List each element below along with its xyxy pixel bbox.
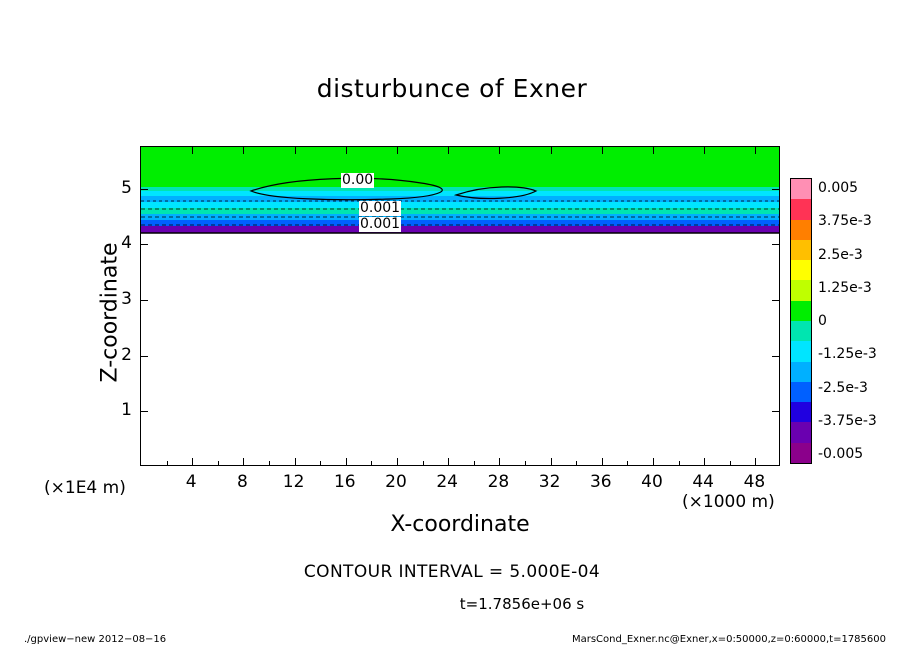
x-tick-label: 48 <box>743 472 766 492</box>
x-tick-top <box>755 147 756 154</box>
y-tick-label: 2 <box>121 344 132 365</box>
x-minor-tick <box>423 461 424 465</box>
contour-label-1: 0.001 <box>360 200 401 216</box>
colorbar-tick-label: -3.75e-3 <box>818 412 877 429</box>
colorbar-cell <box>791 362 811 382</box>
colorbar-cell <box>791 260 811 280</box>
y-tick-right <box>772 411 779 412</box>
x-tick-top <box>551 147 552 154</box>
y-tick-right <box>772 244 779 245</box>
x-tick-label: 40 <box>641 472 663 492</box>
x-tick-label: 32 <box>538 472 561 492</box>
x-tick-top <box>653 147 654 154</box>
contour-label-2: 0.001 <box>360 216 401 232</box>
y-axis-units: (×1E4 m) <box>44 478 126 498</box>
colorbar <box>790 178 812 464</box>
colorbar-cell <box>791 179 811 199</box>
y-tick-label: 3 <box>121 289 132 310</box>
x-tick-label: 8 <box>236 472 248 492</box>
x-tick-label: 12 <box>282 472 305 492</box>
y-tick-label: 4 <box>121 233 132 254</box>
x-minor-tick <box>576 461 577 465</box>
y-tick <box>141 300 148 301</box>
x-minor-tick <box>320 461 321 465</box>
x-tick-label: 16 <box>333 472 356 492</box>
y-tick <box>141 244 148 245</box>
x-tick <box>243 458 244 465</box>
y-tick-right <box>772 300 779 301</box>
time-stamp-text: t=1.7856e+06 s <box>459 595 585 613</box>
y-tick-label: 1 <box>121 400 132 421</box>
x-tick-top <box>192 147 193 154</box>
x-tick-top <box>295 147 296 154</box>
x-tick <box>602 458 603 465</box>
x-tick-top <box>704 147 705 154</box>
colorbar-tick-label: -1.25e-3 <box>818 346 877 363</box>
y-tick-right <box>772 356 779 357</box>
x-tick-top <box>397 147 398 154</box>
y-axis-title: Z-coordinate <box>97 242 123 383</box>
colorbar-tick-label: -2.5e-3 <box>818 379 868 396</box>
x-tick <box>397 458 398 465</box>
x-tick <box>499 458 500 465</box>
x-tick <box>755 458 756 465</box>
colorbar-cell <box>791 382 811 402</box>
colorbar-cell <box>791 443 811 463</box>
colorbar-tick-label: 0.005 <box>818 180 859 196</box>
x-minor-tick <box>269 461 270 465</box>
contour-interval-text: CONTOUR INTERVAL = 5.000E-04 <box>303 562 601 582</box>
colorbar-tick-label: 1.25e-3 <box>818 279 872 296</box>
x-tick-label: 36 <box>589 472 612 492</box>
x-minor-tick <box>474 461 475 465</box>
footer-right-text: MarsCond_Exner.nc@Exner,x=0:50000,z=0:60000,t=1785600 <box>571 634 886 645</box>
x-tick <box>448 458 449 465</box>
x-minor-tick <box>627 461 628 465</box>
x-tick-top <box>499 147 500 154</box>
x-tick <box>192 458 193 465</box>
y-tick-label: 5 <box>121 177 132 198</box>
x-tick-label: 28 <box>487 472 510 492</box>
x-tick-top <box>346 147 347 154</box>
x-tick-label: 24 <box>436 472 459 492</box>
footer-left-text: ./gpview−new 2012−08−16 <box>24 634 167 645</box>
x-minor-tick <box>371 461 372 465</box>
x-tick-top <box>602 147 603 154</box>
colorbar-tick-label: 3.75e-3 <box>818 213 872 230</box>
contour-lines-svg <box>141 147 780 466</box>
colorbar-cell <box>791 402 811 422</box>
y-tick-right <box>772 189 779 190</box>
colorbar-cell <box>791 220 811 240</box>
colorbar-cell <box>791 199 811 219</box>
colorbar-cell <box>791 280 811 300</box>
x-tick <box>346 458 347 465</box>
x-tick-label: 44 <box>692 472 715 492</box>
x-tick <box>653 458 654 465</box>
x-minor-tick <box>218 461 219 465</box>
colorbar-cell <box>791 240 811 260</box>
y-tick <box>141 411 148 412</box>
x-tick <box>551 458 552 465</box>
contour-label-0: 0.00 <box>342 172 374 188</box>
x-tick-label: 4 <box>185 472 197 492</box>
x-axis-title: X-coordinate <box>390 512 530 537</box>
x-minor-tick <box>525 461 526 465</box>
x-tick <box>704 458 705 465</box>
x-tick-label: 20 <box>385 472 407 492</box>
x-axis-units: (×1000 m) <box>682 492 775 512</box>
colorbar-cell <box>791 301 811 321</box>
x-minor-tick <box>679 461 680 465</box>
colorbar-tick-label: -0.005 <box>818 446 864 462</box>
y-tick <box>141 189 148 190</box>
colorbar-tick-label: 2.5e-3 <box>818 246 863 263</box>
y-tick <box>141 356 148 357</box>
x-minor-tick <box>167 461 168 465</box>
colorbar-cell <box>791 341 811 361</box>
page-title: disturbunce of Exner <box>316 74 588 103</box>
x-minor-tick <box>730 461 731 465</box>
colorbar-cell <box>791 422 811 442</box>
colorbar-tick-label: 0 <box>818 313 827 329</box>
x-tick-top <box>448 147 449 154</box>
colorbar-cell <box>791 321 811 341</box>
plot-area <box>140 146 780 466</box>
x-tick <box>295 458 296 465</box>
x-tick-top <box>243 147 244 154</box>
